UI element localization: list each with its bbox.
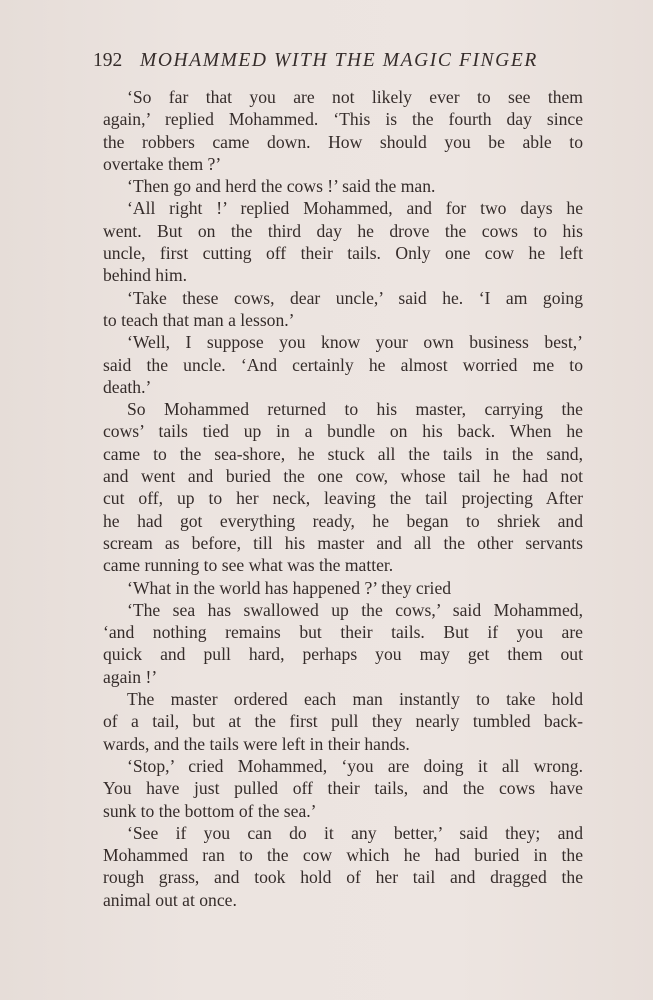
text-line: said the uncle. ‘And certainly he almost worried me to xyxy=(103,354,583,375)
text-line: ‘See if you can do it any better,’ said they; and xyxy=(127,822,583,843)
text-line: uncle, first cutting off their tails. Only one cow he left xyxy=(103,243,583,264)
text-line: to teach that man a lesson.’ xyxy=(103,309,295,330)
text-line: ‘Take these cows, dear uncle,’ said he. ‘I am going xyxy=(127,287,583,308)
running-title: MOHAMMED WITH THE MAGIC FINGER xyxy=(140,50,538,71)
text-line: behind him. xyxy=(103,265,188,286)
text-line: and went and buried the one cow, whose tail he had not xyxy=(103,466,583,487)
text-line: cows’ tails tied up in a bundle on his back. When he xyxy=(103,421,583,442)
text-line: overtake them ?’ xyxy=(103,153,222,174)
text-line: again !’ xyxy=(103,666,158,687)
text-line: So Mohammed returned to his master, carrying the xyxy=(127,399,583,420)
text-line: ‘The sea has swallowed up the cows,’ said Mohammed, xyxy=(127,599,583,620)
text-line: You have just pulled off their tails, and the cows have xyxy=(103,778,583,799)
running-header xyxy=(93,50,580,76)
text-line: ‘What in the world has happened ?’ they cried xyxy=(127,577,452,598)
text-line: death.’ xyxy=(103,376,152,397)
text-line: ‘So far that you are not likely ever to see them xyxy=(127,87,583,107)
page-number: 192 xyxy=(93,50,123,71)
text-line: Mohammed ran to the cow which he had buried in the xyxy=(103,845,583,866)
text-line: rough grass, and took hold of her tail and dragged the xyxy=(103,867,583,888)
text-line: sunk to the bottom of the sea.’ xyxy=(103,800,317,821)
text-line: the robbers came down. How should you be able to xyxy=(103,131,583,152)
text-line: The master ordered each man instantly to take hold xyxy=(127,689,583,710)
text-line: cut off, up to her neck, leaving the tail projecting After xyxy=(103,488,583,509)
text-line: again,’ replied Mohammed. ‘This is the fourth day since xyxy=(103,109,583,130)
text-line: he had got everything ready, he began to shriek and xyxy=(103,510,583,531)
text-line: of a tail, but at the first pull they nearly tumbled back- xyxy=(103,711,583,732)
text-line: scream as before, till his master and all the other servants xyxy=(103,532,583,553)
text-line: came to the sea-shore, he stuck all the tails in the sand, xyxy=(103,443,583,464)
text-line: quick and pull hard, perhaps you may get them out xyxy=(103,644,583,665)
text-line: ‘Stop,’ cried Mohammed, ‘you are doing it all wrong. xyxy=(127,755,583,776)
text-line: ‘Well, I suppose you know your own business best,’ xyxy=(127,332,583,353)
text-line: wards, and the tails were left in their hands. xyxy=(103,733,410,754)
text-line: ‘and nothing remains but their tails. But if you are xyxy=(103,622,583,643)
text-line: went. But on the third day he drove the cows to his xyxy=(103,220,583,241)
text-line: ‘All right !’ replied Mohammed, and for two days he xyxy=(127,198,583,219)
text-line: animal out at once. xyxy=(103,889,237,910)
text-line: ‘Then go and herd the cows !’ said the man. xyxy=(127,176,436,197)
body-text xyxy=(103,86,583,911)
text-line: came running to see what was the matter. xyxy=(103,555,394,576)
